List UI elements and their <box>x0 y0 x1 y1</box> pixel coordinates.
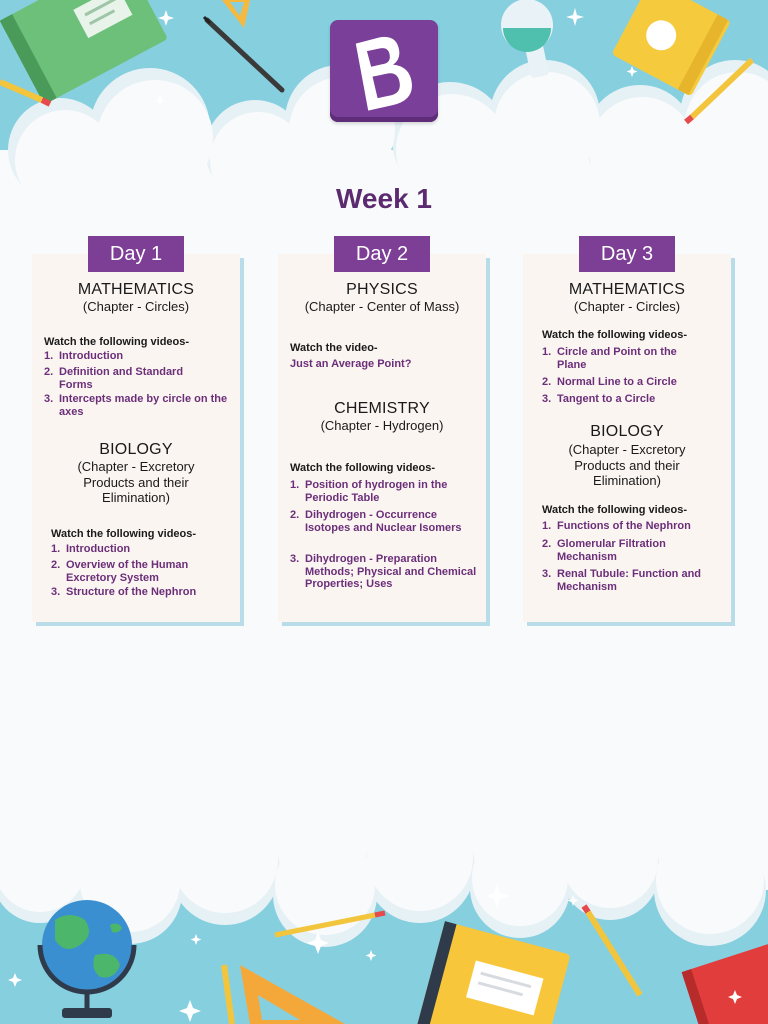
watch-instruction: Watch the following videos- <box>542 504 688 516</box>
day-card-3: Day 3 MATHEMATICS (Chapter - Circles) Watch the following videos- 1. Circle and Point on the Plane 2. Normal Line to a Circle 3. Tangent to a Circle BIOLOGY (Chapter - Excretory Products and their Elimination) Watch the following videos- 1. Functions of the Nephron 2. Glomerular Filtration Mechanism 3. Renal Tubule: Function and Mechanism <box>523 254 731 622</box>
watch-instruction: Watch the following videos- <box>542 329 688 341</box>
subject-heading: BIOLOGY <box>99 441 173 458</box>
day-tab: Day 2 <box>334 236 430 272</box>
day-tab: Day 3 <box>579 236 675 272</box>
subject-heading: MATHEMATICS <box>77 281 195 298</box>
subject-heading: CHEMISTRY <box>334 400 430 417</box>
day-tab: Day 1 <box>88 236 184 272</box>
week-title: Week 1 <box>336 183 432 214</box>
chapter-label: (Chapter - Hydrogen) <box>320 418 444 433</box>
subject-heading: MATHEMATICS <box>568 281 686 298</box>
watch-instruction: Watch the following videos- <box>51 528 197 540</box>
watch-instruction: Watch the following videos- <box>44 336 190 348</box>
byjus-logo <box>330 20 438 122</box>
subject-heading: PHYSICS <box>346 281 418 298</box>
video-link[interactable]: Just an Average Point? <box>290 358 412 370</box>
chapter-label: (Chapter - Excretory Products and their Elimination) <box>568 442 686 488</box>
day-card-2: Day 2 PHYSICS (Chapter - Center of Mass) Watch the video- Just an Average Point? CHEMISTRY (Chapter - Hydrogen) Watch the following videos- 1. Position of hydrogen in the Periodic Table 2. Dihydrogen - Occurrence Isotopes and Nuclear Isomers 3. Dihydrogen - Preparation Methods; Physical and Chemical Properties; Uses <box>278 254 486 622</box>
watch-instruction: Watch the following videos- <box>290 462 436 474</box>
chapter-label: (Chapter - Circles) <box>82 299 190 314</box>
byjus-b-logo-icon <box>330 20 438 122</box>
chapter-label: (Chapter - Excretory Products and their Elimination) <box>77 459 195 505</box>
chapter-label: (Chapter - Center of Mass) <box>304 299 460 314</box>
watch-instruction: Watch the video- <box>290 342 378 354</box>
subject-heading: BIOLOGY <box>590 423 664 440</box>
chapter-label: (Chapter - Circles) <box>573 299 681 314</box>
day-card-1: Day 1 MATHEMATICS (Chapter - Circles) Watch the following videos- 1. Introduction 2. Definition and Standard Forms 3. Intercepts made by circle on the axes BIOLOGY (Chapter - Excretory Products and their Elimination) Watch the following videos- 1. Introduction 2. Overview of the Human Excretory System 3. Structure of the Nephron <box>32 254 240 622</box>
